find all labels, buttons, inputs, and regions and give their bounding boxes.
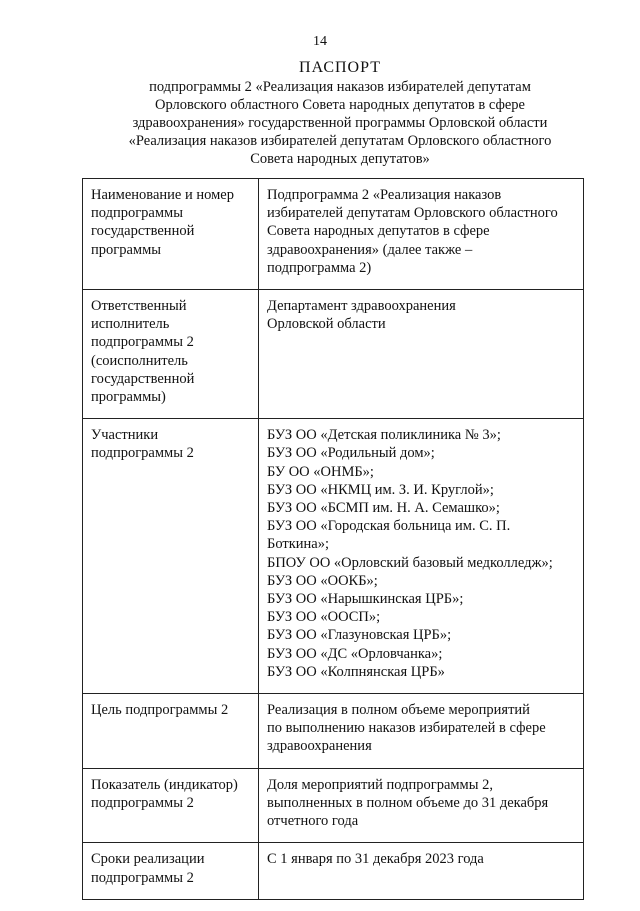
row-label: Ответственный исполнитель подпрограммы 2 (соисполнитель государственной программы) (83, 290, 259, 419)
table-row (83, 419, 584, 694)
participants-list (259, 419, 584, 694)
row-value: С 1 января по 31 декабря 2023 года (259, 843, 584, 899)
participant-item: БУЗ ОО «Городская больница им. С. П. Боткина»; (267, 518, 511, 553)
row-value: Доля мероприятий подпрограммы 2, выполненных в полном объеме до 31 декабря отчетного года (259, 768, 584, 843)
participant-item: БУ ОО «ОНМБ»; (267, 463, 374, 480)
heading-line: подпрограммы 2 «Реализация наказов избирателей депутатам (149, 79, 531, 95)
row-value: Реализация в полном объеме мероприятий по выполнению наказов избирателей в сфере здравоохранения (259, 694, 584, 769)
table-row (83, 694, 584, 769)
passport-table (82, 178, 584, 900)
row-label: Наименование и номер подпрограммы государственной программы (83, 179, 259, 290)
row-label: Показатель (индикатор) подпрограммы 2 (83, 768, 259, 843)
heading-line: «Реализация наказов избирателей депутатам Орловского областного (128, 133, 552, 149)
heading-line: Орловского областного Совета народных депутатов в сфере (154, 97, 525, 113)
document-heading (95, 58, 585, 168)
row-label: Цель подпрограммы 2 (83, 694, 259, 769)
table-row (83, 290, 584, 419)
participant-item: БУЗ ОО «ООСП»; (267, 609, 381, 626)
heading-line: Совета народных депутатов» (250, 151, 430, 167)
page-number: 14 (313, 34, 327, 49)
table-row (83, 179, 584, 290)
participant-item: БУЗ ОО «НКМЦ им. З. И. Круглой»; (267, 481, 494, 498)
participant-item: БУЗ ОО «Детская поликлиника № 3»; (267, 427, 501, 444)
row-value: Департамент здравоохранения Орловской области (259, 290, 584, 419)
participant-item: БУЗ ОО «Родильный дом»; (267, 445, 435, 462)
row-label: Сроки реализации подпрограммы 2 (83, 843, 259, 899)
participant-item: БПОУ ОО «Орловский базовый медколледж»; (267, 554, 553, 571)
participant-item: БУЗ ОО «ООКБ»; (267, 572, 378, 589)
row-label: Участники подпрограммы 2 (83, 419, 259, 694)
participant-item: БУЗ ОО «Глазуновская ЦРБ»; (267, 627, 452, 644)
heading-line: здравоохранения» государственной программы Орловской области (132, 115, 548, 131)
participant-item: БУЗ ОО «БСМП им. Н. А. Семашко»; (267, 500, 500, 517)
document-title: ПАСПОРТ (299, 59, 381, 76)
participant-item: БУЗ ОО «Нарышкинская ЦРБ»; (267, 591, 464, 608)
participant-item: БУЗ ОО «Колпнянская ЦРБ» (267, 663, 445, 680)
participant-item: БУЗ ОО «ДС «Орловчанка»; (267, 645, 443, 662)
table-row (83, 843, 584, 899)
table-row (83, 768, 584, 843)
row-value: Подпрограмма 2 «Реализация наказов избирателей депутатам Орловского областного Совета народных депутатов в сфере здравоохранения» (далее также – подпрограмма 2) (259, 179, 584, 290)
